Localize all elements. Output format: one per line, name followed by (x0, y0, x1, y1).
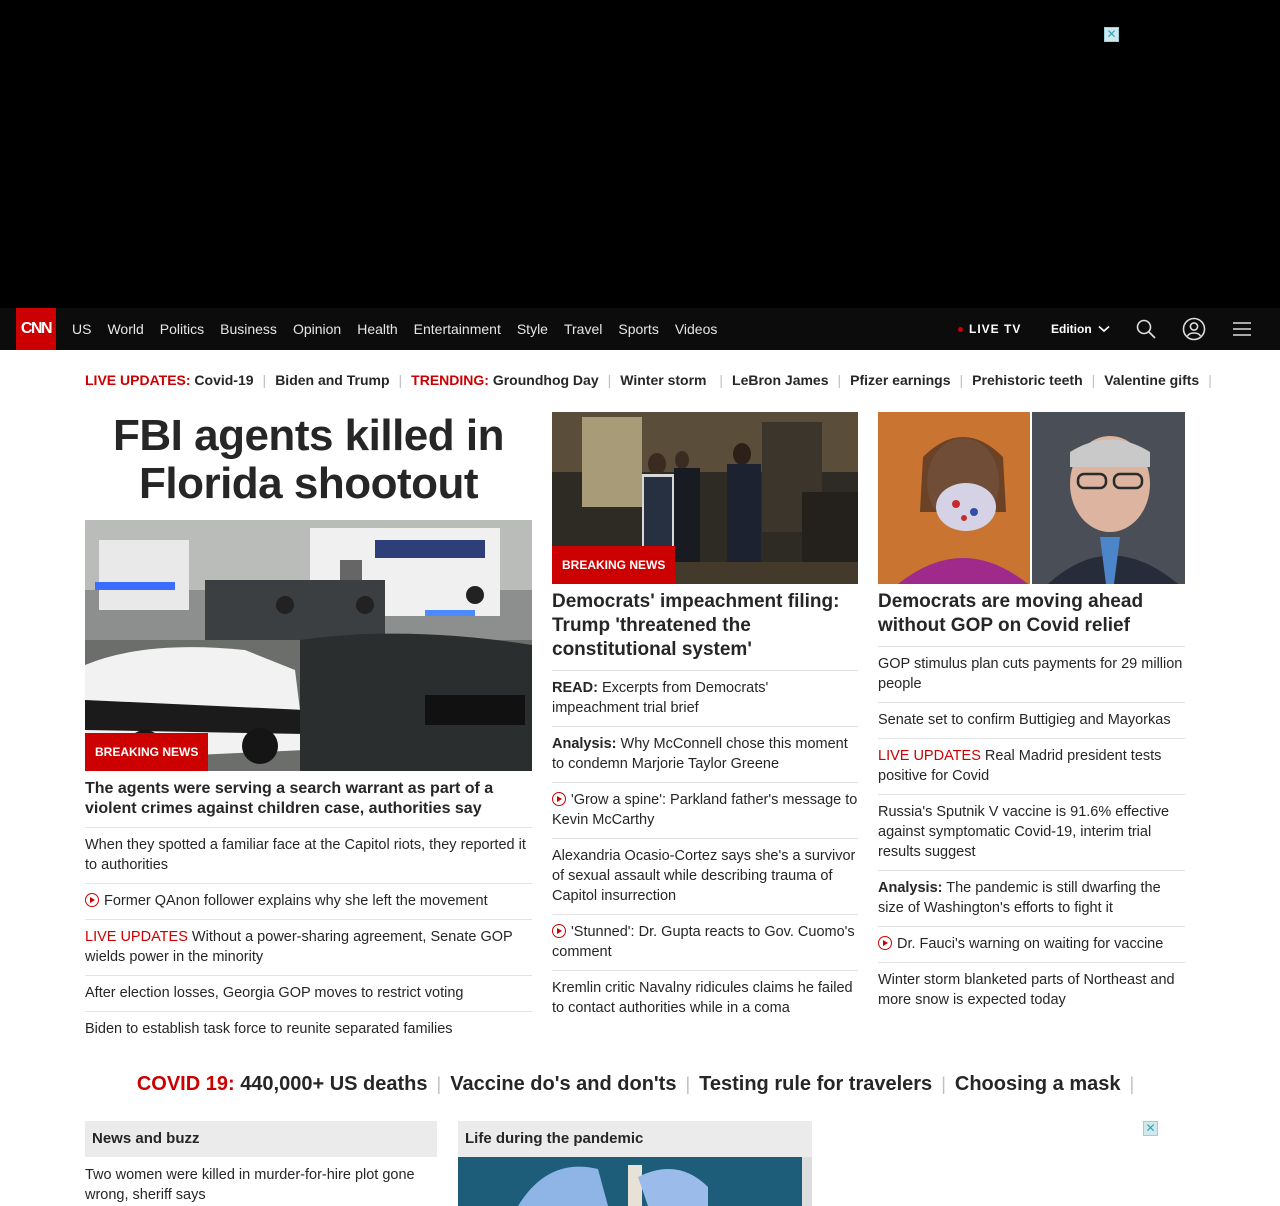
covid-bar: COVID 19: 440,000+ US deaths | Vaccine do's and don'ts | Testing rule for travelers | Choosing a mask | (136, 1073, 1135, 1095)
list-item[interactable] (552, 839, 858, 915)
nav-link-us[interactable]: US (72, 321, 92, 337)
section-title: News and buzz (85, 1121, 437, 1157)
list-item[interactable] (85, 828, 532, 884)
breaking-news-badge: BREAKING NEWS (85, 733, 208, 771)
analysis-tag: Analysis: (878, 880, 943, 896)
trending-item[interactable]: LeBron James (732, 372, 829, 388)
covid-link[interactable]: Testing rule for travelers (699, 1073, 933, 1095)
live-tv-button[interactable] (958, 308, 1021, 350)
nav-link-entertainment[interactable]: Entertainment (413, 321, 501, 337)
list-item[interactable] (552, 915, 858, 971)
story-text: 'Stunned': Dr. Gupta reacts to Gov. Cuomo's comment (552, 924, 855, 960)
live-tv-label: LIVE TV (969, 322, 1022, 336)
play-icon (878, 936, 892, 950)
covid-label: COVID 19: (136, 1073, 235, 1095)
trending-item[interactable]: Covid-19 (194, 372, 254, 388)
list-item[interactable] (878, 703, 1185, 739)
top-ad-banner[interactable] (0, 0, 1280, 308)
edition-label: Edition (1051, 322, 1092, 336)
main-nav (0, 308, 1280, 350)
story-text: Former QAnon follower explains why she left the movement (104, 893, 488, 909)
live-updates-tag: LIVE UPDATES (878, 748, 981, 764)
story-text: Alexandria Ocasio-Cortez says she's a survivor of sexual assault while describing trauma of Capitol insurrection (552, 848, 856, 904)
covid-link[interactable]: Vaccine do's and don'ts (450, 1073, 677, 1095)
menu-icon[interactable] (1230, 317, 1254, 341)
live-updates-tag: LIVE UPDATES (85, 929, 188, 945)
pandemic-photo[interactable] (458, 1157, 812, 1206)
play-icon (552, 792, 566, 806)
nav-link-travel[interactable]: Travel (563, 321, 603, 337)
trending-item[interactable]: Valentine gifts (1104, 372, 1200, 388)
list-item[interactable] (85, 884, 532, 920)
vaccine-image (458, 1157, 812, 1206)
list-item[interactable] (85, 1012, 532, 1047)
story-text: Why McConnell chose this moment to condemn Marjorie Taylor Greene (552, 736, 848, 772)
list-item[interactable] (878, 739, 1185, 795)
breaking-news-badge: BREAKING NEWS (552, 546, 675, 584)
story-text: Kremlin critic Navalny ridicules claims he failed to contact authorities while in a coma (552, 980, 853, 1016)
lead-story-title[interactable]: The agents were serving a search warrant as part of a violent crimes against children case, authorities say (85, 771, 532, 828)
trending-label: TRENDING: (411, 372, 489, 388)
edition-dropdown[interactable] (1051, 308, 1110, 350)
list-item[interactable] (85, 920, 532, 976)
play-icon (85, 893, 99, 907)
pelosi-schumer-photo[interactable] (878, 412, 1185, 584)
section-title: Life during the pandemic (458, 1121, 812, 1157)
cnn-logo[interactable]: CNN (16, 308, 56, 350)
list-item[interactable] (878, 647, 1185, 703)
pandemic-section (458, 1121, 812, 1206)
impeachment-photo[interactable] (552, 412, 858, 584)
read-tag: READ: (552, 680, 598, 696)
list-item[interactable] (552, 971, 858, 1026)
trending-item[interactable]: Biden and Trump (275, 372, 390, 388)
lead-column (85, 412, 532, 1047)
list-item[interactable] (85, 976, 532, 1012)
search-icon[interactable] (1134, 317, 1158, 341)
list-item[interactable] (552, 783, 858, 839)
police-scene-photo[interactable] (85, 520, 532, 771)
story-text: Russia's Sputnik V vaccine is 91.6% effective against symptomatic Covid-19, interim trial results suggest (878, 804, 1170, 860)
nav-link-politics[interactable]: Politics (159, 321, 205, 337)
nav-link-business[interactable]: Business (220, 321, 277, 337)
story-text: Biden to establish task force to reunite separated families (85, 1021, 453, 1037)
nav-link-style[interactable]: Style (516, 321, 548, 337)
list-item[interactable] (552, 671, 858, 727)
live-updates-label: LIVE UPDATES: (85, 372, 191, 388)
story-text: Dr. Fauci's warning on waiting for vaccine (897, 936, 1164, 952)
live-dot-icon (958, 327, 963, 332)
play-icon (552, 924, 566, 938)
trending-item[interactable]: Pfizer earnings (850, 372, 951, 388)
account-icon[interactable] (1182, 317, 1206, 341)
lawmakers-image (878, 412, 1185, 584)
ad-close-icon[interactable]: ✕ (1143, 1121, 1158, 1136)
list-item[interactable] (552, 727, 858, 783)
nav-link-videos[interactable]: Videos (674, 321, 718, 337)
nav-link-health[interactable]: Health (357, 321, 398, 337)
covid-relief-column (878, 412, 1185, 1018)
news-buzz-section (85, 1121, 437, 1206)
story-text: Real Madrid president tests positive for Covid (878, 748, 1162, 784)
list-item[interactable] (878, 871, 1185, 927)
story-text: After election losses, Georgia GOP moves to restrict voting (85, 985, 464, 1001)
nav-link-world[interactable]: World (107, 321, 144, 337)
nav-links (72, 308, 717, 350)
covid-link[interactable]: Choosing a mask (954, 1073, 1121, 1095)
ad-close-icon[interactable]: ✕ (1104, 27, 1119, 42)
nav-link-opinion[interactable]: Opinion (292, 321, 342, 337)
story-text: The pandemic is still dwarfing the size of Washington's efforts to fight it (878, 880, 1161, 916)
impeachment-column (552, 412, 858, 1026)
story-text: Excerpts from Democrats' impeachment trial brief (552, 680, 769, 716)
list-item[interactable] (878, 963, 1185, 1018)
covid-link[interactable]: 440,000+ US deaths (240, 1073, 428, 1095)
list-item[interactable] (878, 927, 1185, 963)
trending-item[interactable]: Prehistoric teeth (972, 372, 1083, 388)
story-text: Two women were killed in murder-for-hire plot gone wrong, sheriff says (85, 1167, 415, 1203)
main-headline[interactable]: FBI agents killed in Florida shootout (113, 411, 504, 508)
list-item[interactable] (85, 1157, 437, 1206)
nav-link-sports[interactable]: Sports (618, 321, 659, 337)
trending-item[interactable]: Winter storm (620, 372, 707, 388)
story-text: GOP stimulus plan cuts payments for 29 million people (878, 656, 1183, 692)
story-text: Winter storm blanketed parts of Northeast and more snow is expected today (878, 972, 1175, 1008)
story-text: Senate set to confirm Buttigieg and Mayorkas (878, 712, 1171, 728)
story-text: When they spotted a familiar face at the Capitol riots, they reported it to authorities (85, 837, 526, 873)
list-item[interactable] (878, 795, 1185, 871)
trending-item[interactable]: Groundhog Day (492, 372, 599, 388)
chevron-down-icon (1098, 325, 1110, 333)
analysis-tag: Analysis: (552, 736, 617, 752)
trending-bar: LIVE UPDATES: Covid-19 | Biden and Trump | TRENDING: Groundhog Day | Winter storm | LeBron James | Pfizer earnings | Prehistoric teeth | Valentine gifts | (85, 372, 1212, 388)
story-text: 'Grow a spine': Parkland father's message to Kevin McCarthy (552, 792, 858, 828)
lead-story-title[interactable]: Democrats' impeachment filing: Trump 'threatened the constitutional system' (552, 584, 858, 671)
story-text: Without a power-sharing agreement, Senate GOP wields power in the minority (85, 929, 513, 965)
lead-story-title[interactable]: Democrats are moving ahead without GOP on Covid relief (878, 584, 1185, 647)
